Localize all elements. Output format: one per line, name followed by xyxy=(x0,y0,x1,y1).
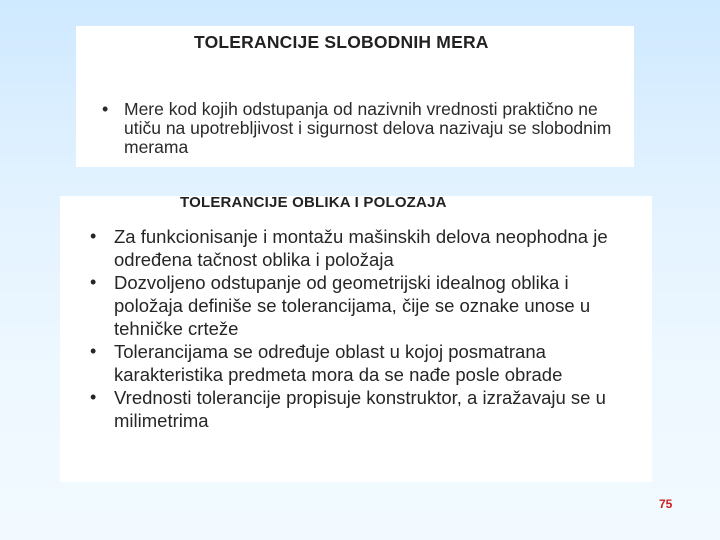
list-item-text: Tolerancijama se određuje oblast u kojoj posmatrana karakteristika predmeta mora da se nađe posle obrade xyxy=(114,341,563,385)
bullet-icon: • xyxy=(90,341,97,361)
slobodne-mere-heading: TOLERANCIJE SLOBODNIH MERA xyxy=(194,32,489,52)
list-item-text: Za funkcionisanje i montažu mašinskih delova neophodna je određena tačnost oblika i položaja xyxy=(114,226,608,270)
list-item xyxy=(90,225,642,271)
slobodne-mere-panel xyxy=(76,26,634,167)
list-item-text: Vrednosti tolerancije propisuje konstruktor, a izražavaju se u milimetrima xyxy=(114,387,606,431)
list-item xyxy=(90,386,642,432)
list-item-text: Mere kod kojih odstupanja od nazivnih vrednosti praktično ne utiču na upotrebljivost i sigurnost delova nazivaju se slobodnim merama xyxy=(124,99,612,157)
slobodne-mere-list xyxy=(102,100,622,157)
oblik-polozaj-heading: TOLERANCIJE OBLIKA I POLOZAJA xyxy=(180,194,447,211)
list-item xyxy=(90,271,642,340)
list-item xyxy=(90,340,642,386)
bullet-icon: • xyxy=(90,387,97,407)
page-number: 75 xyxy=(659,497,673,511)
list-item-text: Dozvoljeno odstupanje od geometrijski idealnog oblika i položaja definiše se tolerancijama, čije se oznake unose u tehničke crteže xyxy=(114,272,591,339)
bullet-icon: • xyxy=(90,272,97,292)
list-item xyxy=(102,100,622,157)
bullet-icon: • xyxy=(102,99,109,119)
oblik-polozaj-list xyxy=(90,225,642,432)
bullet-icon: • xyxy=(90,226,97,246)
oblik-polozaj-panel xyxy=(60,196,652,482)
